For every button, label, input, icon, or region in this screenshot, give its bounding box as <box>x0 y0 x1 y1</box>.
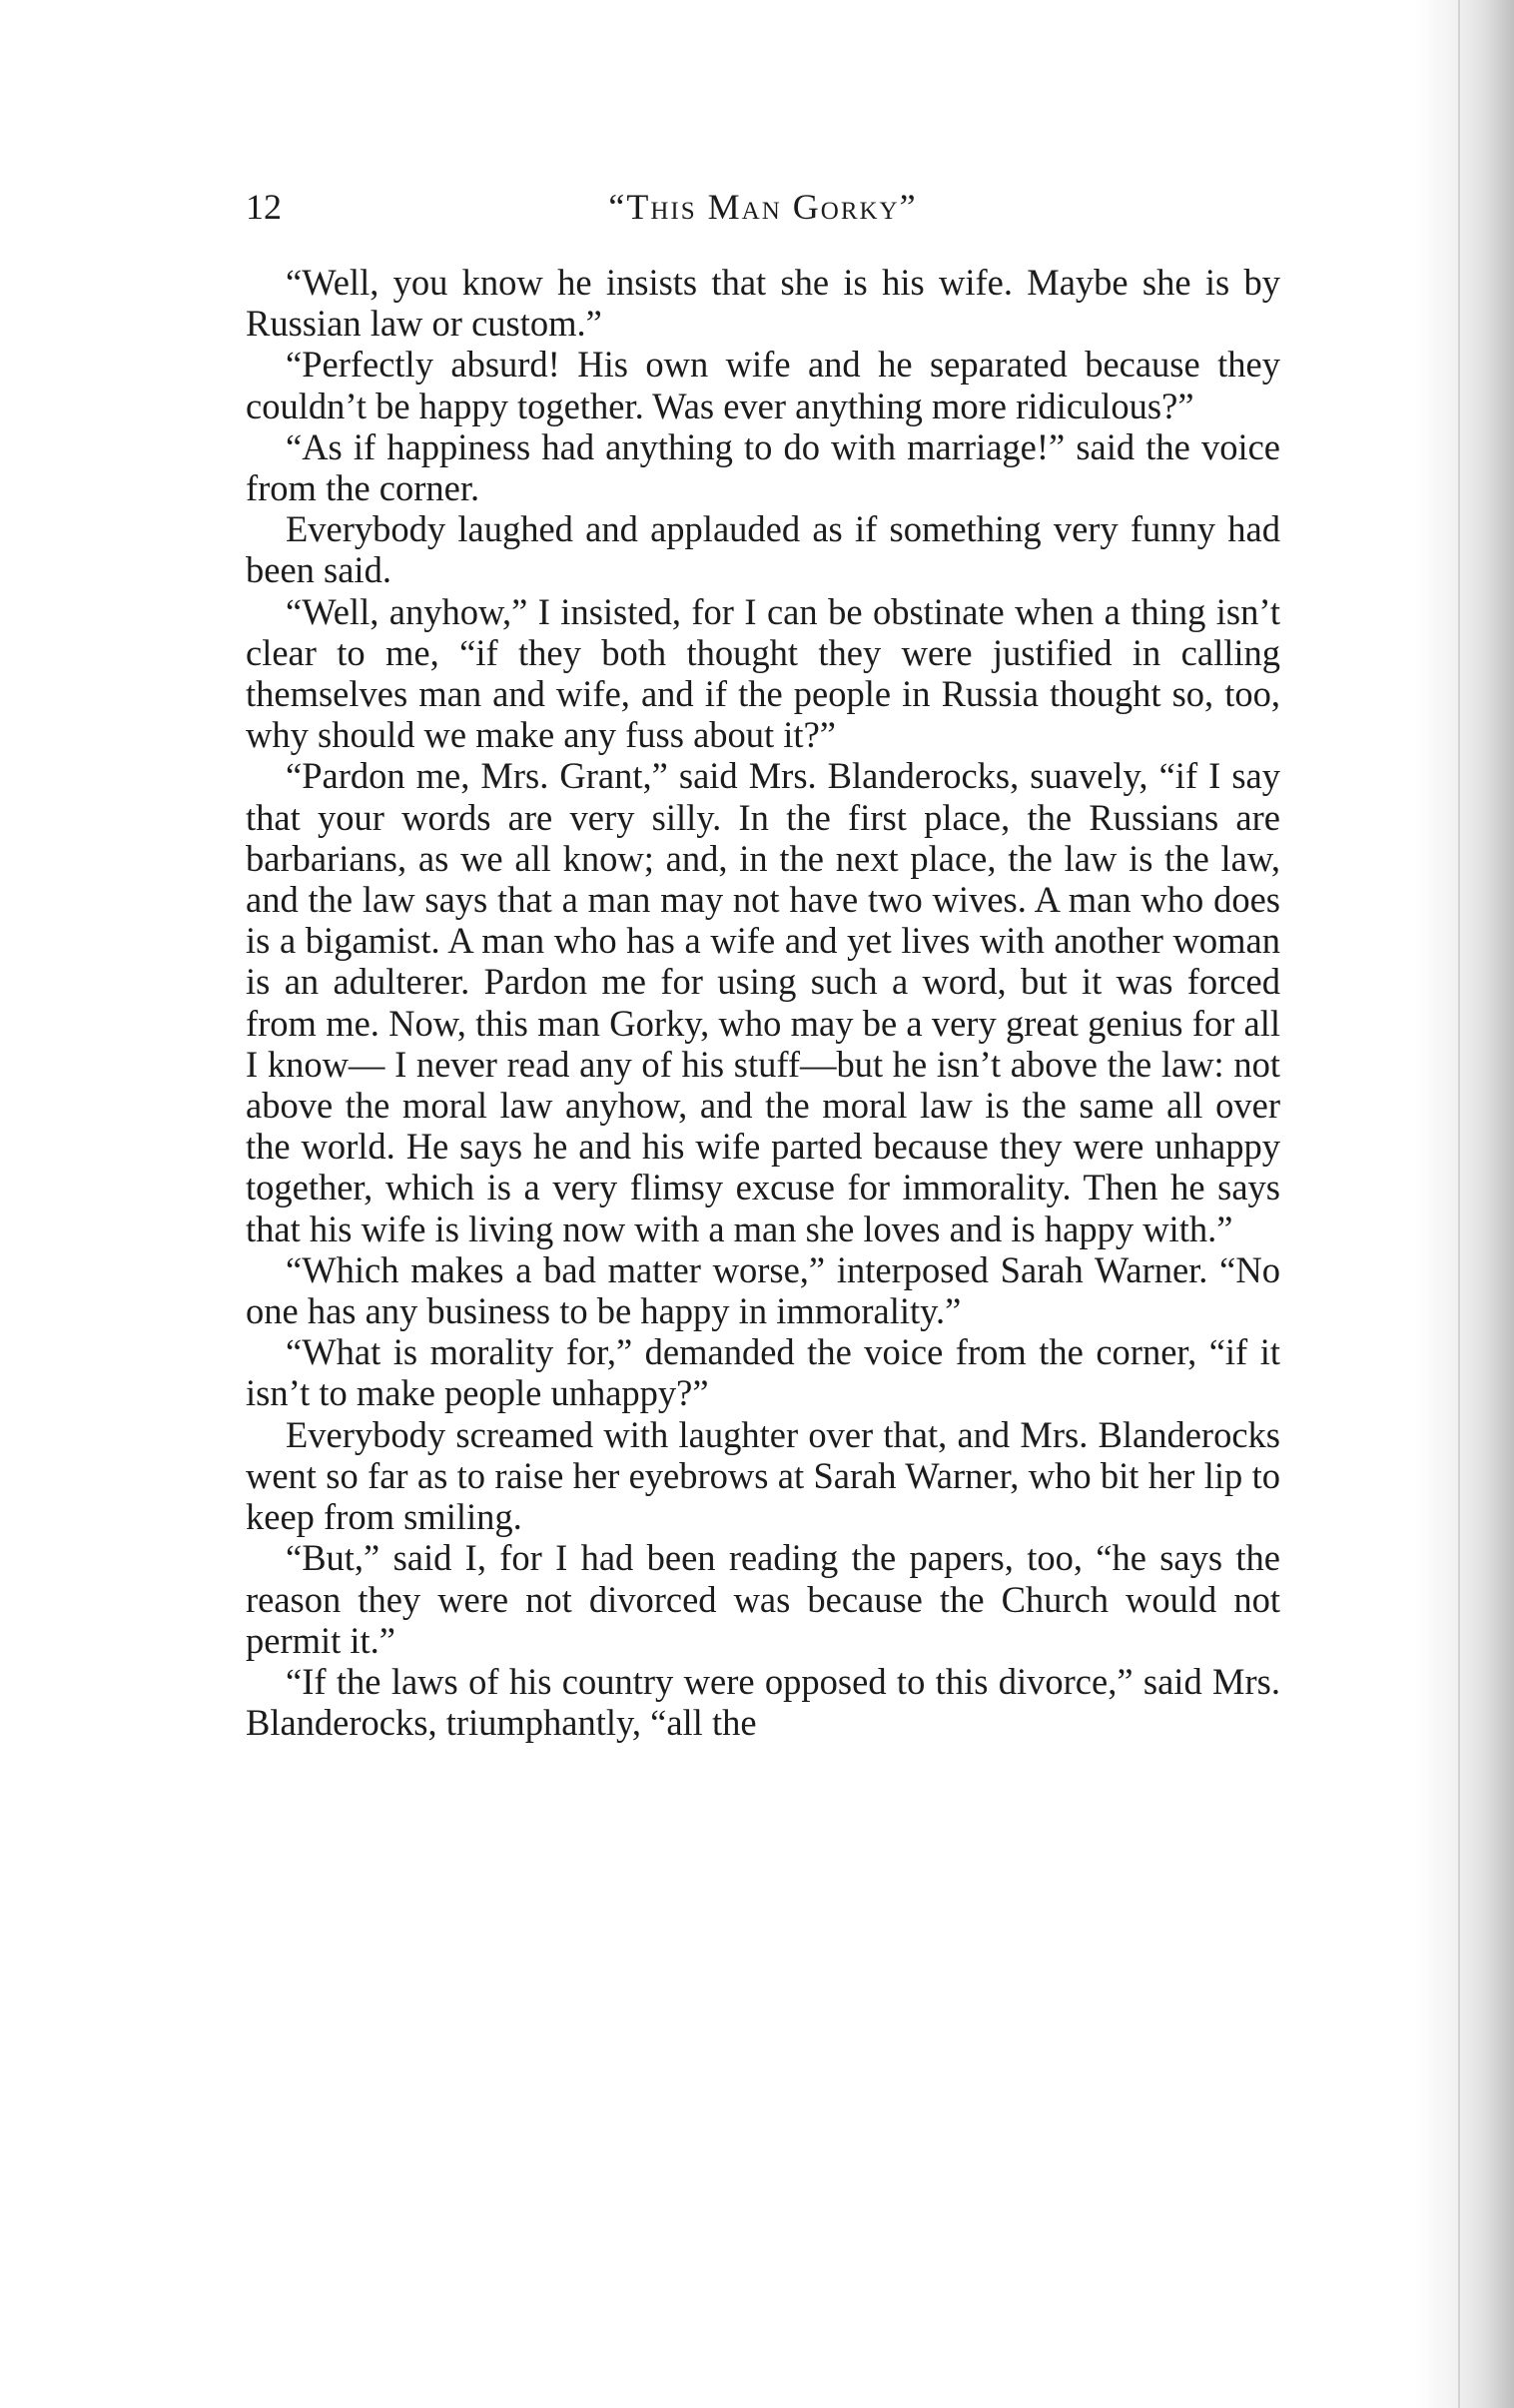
paragraph: “As if happiness had anything to do with marriage!” said the voice from the corner. <box>246 425 1280 509</box>
paragraph: “Which makes a bad matter worse,” interposed Sarah Warner. “No one has any business to be happy in immorality.” <box>246 1248 1280 1332</box>
running-title: “This Man Gorky” <box>608 187 918 227</box>
page-gutter-shadow <box>1414 0 1514 2408</box>
page-number: 12 <box>246 187 282 227</box>
paragraph: “What is morality for,” demanded the voice from the corner, “if it isn’t to make people unhappy?” <box>246 1331 1280 1414</box>
paragraph: “If the laws of his country were opposed to this divorce,” said Mrs. Blanderocks, triumphantly, “all the <box>246 1660 1280 1744</box>
page-gutter-line <box>1458 0 1460 2408</box>
paragraph: “Perfectly absurd! His own wife and he separated because they couldn’t be happy together. Was ever anything more ridiculous?” <box>246 344 1280 426</box>
paragraph: Everybody laughed and applauded as if something very funny had been said. <box>246 508 1280 591</box>
paragraph: Everybody screamed with laughter over that, and Mrs. Blanderocks went so far as to raise her eyebrows at Sarah Warner, who bit her lip to keep from smiling. <box>246 1413 1280 1538</box>
paragraph: “Well, anyhow,” I insisted, for I can be obstinate when a thing isn’t clear to me, “if they both thought they were justified in calling themselves man and wife, and if the people in Russia thought so, too, why should we make any fuss about it?” <box>246 590 1280 756</box>
paragraph: “Pardon me, Mrs. Grant,” said Mrs. Blanderocks, suavely, “if I say that your words are very silly. In the first place, the Russians are barbarians, as we all know; and, in the next place, the law is the law, and the law says that a man may not have two wives. A man who does is a bigamist. A man who has a wife and yet lives with another woman is an adulterer. Pardon me for using such a word, but it was forced from me. Now, this man Gorky, who may be a very great genius for all I know— I never read any of his stuff—but he isn’t above the law: not above the moral law anyhow, and the moral law is the same all over the world. He says he and his wife parted because they were unhappy together, which is a very flimsy excuse for immorality. Then he says that his wife is living now with a man she loves and is happy with.” <box>246 755 1280 1249</box>
paragraph: “But,” said I, for I had been reading the papers, too, “he says the reason they were not divorced was because the Church would not permit it.” <box>246 1537 1280 1661</box>
body-text <box>246 262 1280 1743</box>
page-header <box>246 182 1280 232</box>
paragraph: “Well, you know he insists that she is his wife. Maybe she is by Russian law or custom.” <box>246 262 1280 345</box>
